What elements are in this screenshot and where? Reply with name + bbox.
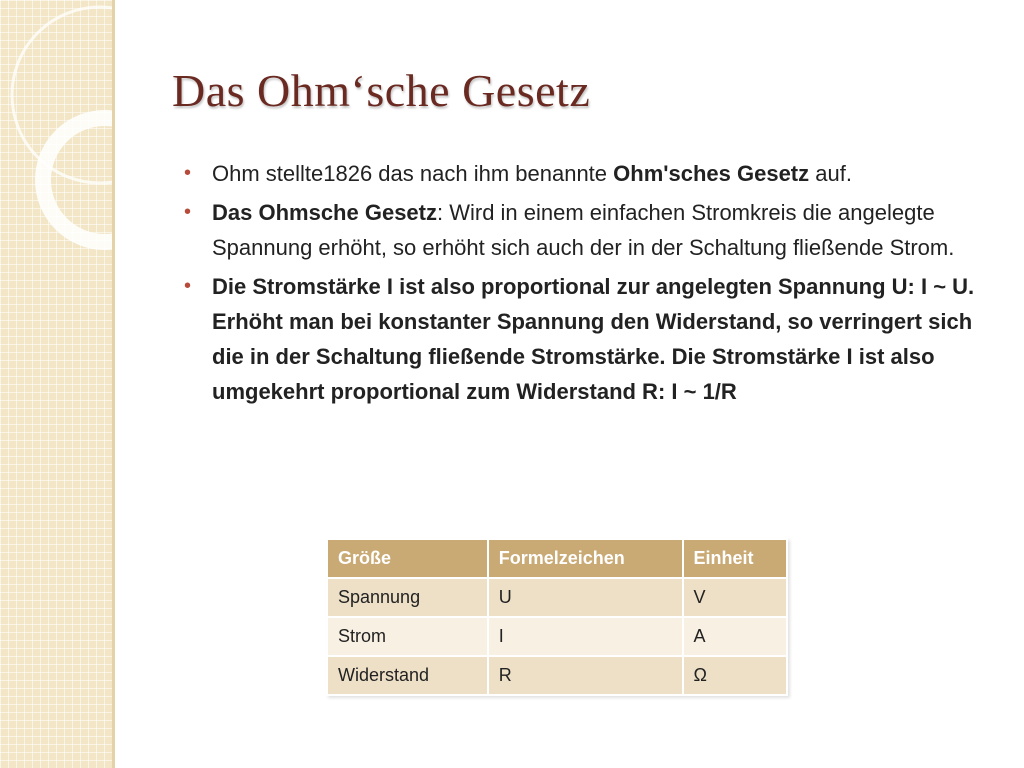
bullet-item	[184, 195, 984, 265]
table-cell: Strom	[327, 617, 488, 656]
bullet-dot-icon: •	[184, 201, 192, 223]
table-header-cell: Einheit	[683, 539, 787, 578]
bullet-dot-icon: •	[184, 162, 192, 184]
bullet-item	[184, 269, 984, 409]
bullet-text: : Wird in einem einfachen Stromkreis die angelegte Spannung erhöht, so erhöht sich auch der in der Schaltung fließende Strom.	[212, 200, 955, 260]
sidebar-edge	[112, 0, 115, 768]
table-header-row	[327, 539, 787, 578]
table-row	[327, 578, 787, 617]
table-header-cell: Größe	[327, 539, 488, 578]
decorative-circles	[0, 0, 112, 768]
table-cell: R	[488, 656, 683, 695]
decorative-sidebar	[0, 0, 112, 768]
bullet-item	[184, 156, 984, 191]
units-table-container	[326, 538, 788, 696]
table-cell: A	[683, 617, 787, 656]
table-cell: U	[488, 578, 683, 617]
bullet-dot-icon: •	[184, 275, 192, 297]
table-header-cell: Formelzeichen	[488, 539, 683, 578]
table-cell: Ω	[683, 656, 787, 695]
slide-title: Das Ohm‘sche Gesetz	[172, 65, 591, 116]
bullet-text: Ohm stellte1826 das nach ihm benannte	[212, 161, 614, 186]
table-cell: Widerstand	[327, 656, 488, 695]
bullet-text: auf.	[809, 161, 852, 186]
bullet-bold-text: Das Ohmsche Gesetz	[212, 200, 437, 225]
bullet-bold-text: Ohm'sches Gesetz	[613, 161, 810, 186]
units-table	[326, 538, 788, 696]
table-cell: Spannung	[327, 578, 488, 617]
table-row	[327, 656, 787, 695]
table-cell: I	[488, 617, 683, 656]
table-row	[327, 617, 787, 656]
bullet-bold-text: Die Stromstärke I ist also proportional zur angelegten Spannung U: I ~ U. Erhöht man bei konstanter Spannung den Widerstand, so verringert sich die in der Schaltung fließende Stromstärke. Die Stromstärke I ist also umgekehrt proportional zum Widerstand R: I ~ 1/R	[212, 274, 975, 404]
slide-content	[184, 156, 984, 413]
bullet-list	[184, 156, 984, 409]
table-cell: V	[683, 578, 787, 617]
